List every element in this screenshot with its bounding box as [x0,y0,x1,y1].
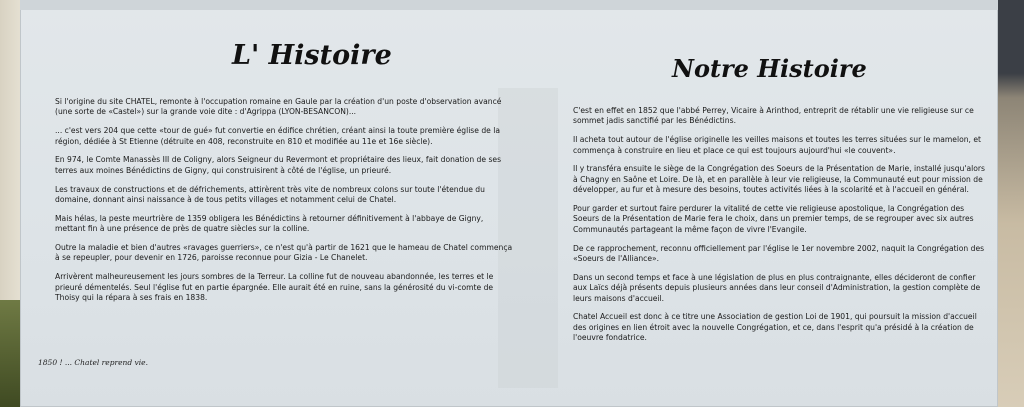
sign-top-edge [20,0,998,10]
grass-background [0,300,22,407]
left-footnote: 1850 ! ... Chatel reprend vie. [38,358,149,367]
right-background [994,0,1024,407]
left-paragraph-6: Outre la maladie et bien d'autres «ravages guerriers», ce n'est qu'à partir de 1621 que le hameau de Chatel commença à se repeupler, pour devenir en 1726, paroisse reconnue pour Gizia - Le Chanelet. [55,243,513,263]
right-paragraph-3: Il y transféra ensuite le siège de la Congrégation des Soeurs de la Présentation de Marie, installé jusqu'alors à Chagny en Saône et Loire. De là, et en parallèle à leur vie religieuse, la Communauté eut pour mission de développer, au fur et à mesure des besoins, toutes activités liées à la scolarité et à l'accueil en général. [573,164,985,195]
right-paragraph-5: De ce rapprochement, reconnu officiellement par l'église le 1er novembre 2002, naquit la Congrégation des «Soeurs de l'Alliance». [573,243,985,264]
right-paragraph-4: Pour garder et surtout faire perdurer la vitalité de cette vie religieuse apostolique, la Congrégation des Soeurs de la Présentation de Marie fera le choix, dans un premier temps, de se regrouper avec six autres Communautés partageant la même façon de vivre l'Evangile. [573,204,974,234]
left-column [55,97,515,312]
right-paragraph-7: Chatel Accueil est donc à ce titre une Association de gestion Loi de 1901, qui poursuit la mission d'accueil des origines en lien étroit avec la nouvelle Congrégation, et ce, dans l'esprit qu'a présidé à la création de l'oeuvre fondatrice. [573,312,977,343]
left-paragraph-2: ... c'est vers 204 que cette «tour de gué» fut convertie en édifice chrétien, créant ainsi la toute première église de la région, dédiée à St Etienne (détruite en 408, reconstruite en 810 et modifiée au 11e et 16e siècle). [55,126,501,146]
left-paragraph-1: Si l'origine du site CHATEL, remonte à l'occupation romaine en Gaule par la création d'un poste d'observation avancé (une sorte de «Castel») sur la grande voie dite : d'Agrippa (LYON-BESANCON)... [55,97,502,117]
right-paragraph-6: Dans un second temps et face à une législation de plus en plus contraignante, elles décideront de confier aux Laïcs déjà présents depuis plusieurs années dans leur conseil d'Administration, la gestion complète de leurs maisons d'accueil. [573,272,981,303]
left-paragraph-7: Arrivèrent malheureusement les jours sombres de la Terreur. La colline fut de nouveau abandonnée, les terres et le prieuré démentelés. Seul l'église fut en partie épargnée. Elle aurait été en ruine, sans la générosité du vi-comte de Thoisy qui la répara à ses frais en 1838. [55,272,494,303]
right-column [573,106,991,352]
right-paragraph-1: C'est en effet en 1852 que l'abbé Perrey, Vicaire à Arinthod, entreprit de rétablir une vie religieuse sur ce sommet jadis sanctifié par les Bénédictins. [573,106,974,126]
left-title: L' Histoire [232,40,392,71]
left-paragraph-4: Les travaux de constructions et de défrichements, attirèrent très vite de nombreux colons sur toute l'étendue du domaine, donnant ainsi naissance à de tous petits villages et notamment celui de Chatel. [55,184,485,205]
left-paragraph-5: Mais hélas, la peste meurtrière de 1359 obligera les Bénédictins à retourner définitivement à l'abbaye de Gigny, mettant fin à une présence de près de quatre siècles sur la colline. [55,213,484,234]
right-title: Notre Histoire [672,54,867,83]
right-paragraph-2: Il acheta tout autour de l'église originelle les veilles maisons et toutes les terres situées sur le mamelon, et commença à construire en lieu et place ce qui est toujours aujourd'hui «le couvent». [573,135,982,155]
left-paragraph-3: En 974, le Comte Manassès III de Coligny, alors Seigneur du Revermont et propriétaire des lieux, fait donation de ses terres aux moines Bénédictins de Gigny, qui construisirent à côté de l'église, un prieuré. [55,155,502,175]
